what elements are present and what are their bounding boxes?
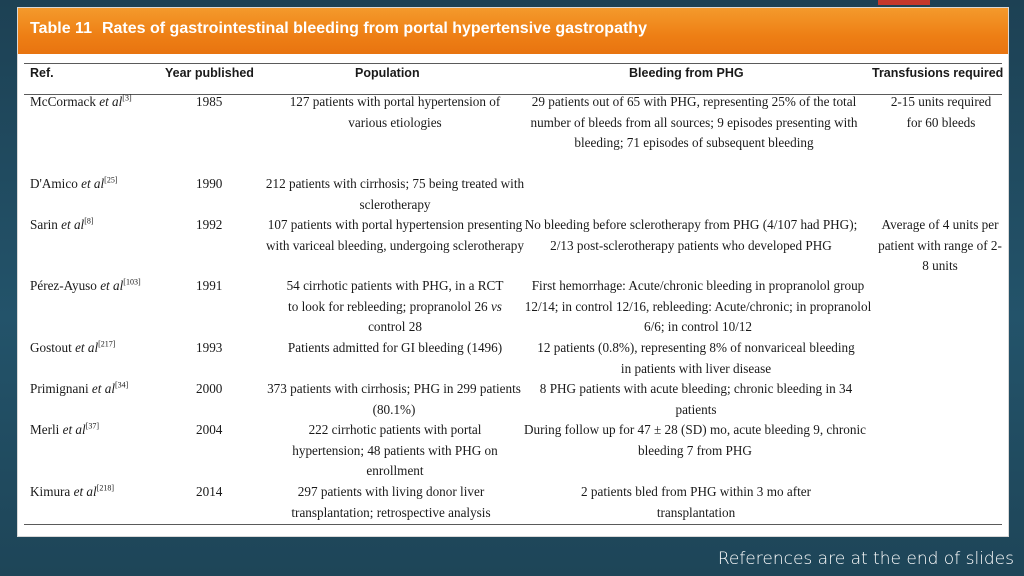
population-text-b: control 28 — [368, 319, 422, 334]
table-number: Table 11 — [30, 20, 92, 37]
row-bleeding: 2 patients bled from PHG within 3 mo after transplantation — [580, 484, 811, 520]
row-ref — [30, 379, 165, 400]
row-population: 212 patients with cirrhosis; 75 being treated with sclerotherapy — [265, 176, 525, 212]
row-year: 2004 — [196, 422, 223, 437]
row-ref — [30, 338, 165, 359]
ref-citation: [37] — [85, 421, 100, 431]
row-ref — [30, 420, 165, 441]
row-transfusions: Average of 4 units per patient with range of 2-8 units — [878, 217, 1002, 273]
ref-name: Gostout — [30, 340, 72, 355]
row-year: 1991 — [196, 278, 223, 293]
ref-etal: et al — [75, 340, 99, 355]
row-ref — [30, 482, 165, 503]
ref-name: D'Amico — [30, 176, 78, 191]
ref-citation: [34] — [115, 380, 129, 390]
row-population — [280, 276, 510, 338]
row-year: 1990 — [196, 176, 223, 191]
header-bleeding: Bleeding from PHG — [629, 66, 744, 80]
ref-etal: et al — [100, 278, 124, 293]
row-bleeding: First hemorrhage: Acute/chronic bleeding in propranolol group 12/14; in control 12/16, rebleeding: Acute/chronic; in propranolol 6/6; in control 10/12 — [524, 278, 872, 334]
table-title-text: Rates of gastrointestinal bleeding from portal hypertensive gastropathy — [101, 20, 647, 37]
row-year: 1992 — [196, 217, 223, 232]
ref-name: Primignani — [30, 381, 89, 396]
row-year: 2000 — [196, 381, 223, 396]
population-vs: vs — [490, 298, 502, 314]
row-ref — [30, 276, 165, 297]
row-population: 127 patients with portal hypertension of various etiologies — [289, 94, 501, 130]
row-population: Patients admitted for GI bleeding (1496) — [287, 340, 503, 355]
ref-etal: et al — [99, 94, 123, 109]
footer-note: References are at the end of slides — [717, 549, 1014, 569]
row-ref — [30, 215, 165, 236]
row-bleeding: No bleeding before sclerotherapy from PHG (4/107 had PHG); 2/13 post-sclerotherapy patients who developed PHG — [524, 217, 858, 253]
row-year: 2014 — [196, 484, 223, 499]
ref-name: McCormack — [30, 94, 96, 109]
ref-citation: [217] — [98, 339, 116, 349]
ref-name: Kimura — [30, 484, 71, 499]
header-transfusions: Transfusions required — [872, 66, 1004, 80]
header-ref: Ref. — [30, 66, 54, 80]
ref-etal: et al — [81, 176, 105, 191]
ref-citation: [103] — [123, 277, 141, 287]
row-population: 373 patients with cirrhosis; PHG in 299 patients (80.1%) — [267, 381, 521, 417]
ref-citation: [3] — [122, 93, 132, 103]
row-year: 1985 — [196, 94, 223, 109]
accent-bar — [878, 0, 930, 5]
header-population: Population — [355, 66, 420, 80]
ref-name: Merli — [30, 422, 60, 437]
row-bleeding: 29 patients out of 65 with PHG, representing 25% of the total number of bleeds from all sources; 9 episodes presenting with bleeding; 71 episodes of subsequent bleeding — [530, 94, 858, 150]
row-population: 222 cirrhotic patients with portal hypertension; 48 patients with PHG on enrollment — [292, 422, 498, 478]
ref-citation: [218] — [96, 483, 114, 493]
row-ref — [30, 92, 165, 113]
row-bleeding: During follow up for 47 ± 28 (SD) mo, acute bleeding 9, chronic bleeding 7 from PHG — [524, 422, 866, 458]
row-population: 297 patients with living donor liver transplantation; retrospective analysis — [291, 484, 491, 520]
ref-citation: [25] — [104, 175, 118, 185]
row-ref — [30, 174, 165, 195]
row-population: 107 patients with portal hypertension presenting with variceal bleeding, undergoing sclerotherapy — [266, 217, 524, 253]
population-text-a: 54 cirrhotic patients with PHG, in a RCT to look for rebleeding; propranolol 26 — [286, 278, 504, 314]
ref-name: Sarin — [30, 217, 58, 232]
ref-etal: et al — [62, 422, 86, 437]
ref-citation: [8] — [84, 216, 94, 226]
ref-etal: et al — [91, 381, 115, 396]
row-bleeding: 8 PHG patients with acute bleeding; chronic bleeding in 34 patients — [539, 381, 853, 417]
ref-name: Pérez-Ayuso — [30, 278, 97, 293]
table-rule-bottom — [24, 524, 1002, 525]
table-panel — [17, 7, 1009, 537]
ref-etal: et al — [73, 484, 97, 499]
row-transfusions: 2-15 units required for 60 bleeds — [890, 94, 992, 130]
ref-etal: et al — [61, 217, 85, 232]
row-bleeding: 12 patients (0.8%), representing 8% of nonvariceal bleeding in patients with liver disease — [537, 340, 855, 376]
table-rule-top — [24, 63, 1002, 64]
row-year: 1993 — [196, 340, 223, 355]
table-title-bar — [18, 8, 1008, 56]
header-year: Year published — [165, 66, 254, 80]
table-title — [30, 20, 647, 38]
